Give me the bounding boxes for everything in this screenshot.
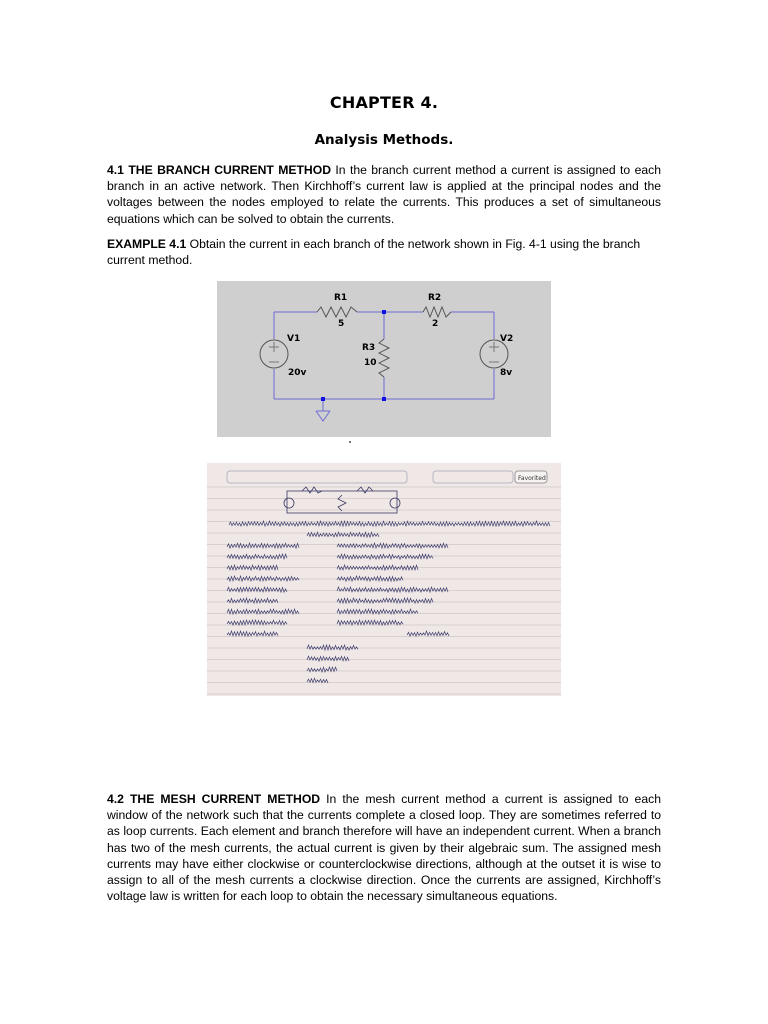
- ground-icon: [316, 411, 330, 421]
- notebook-page: [207, 463, 561, 696]
- voltage-source-v2: [480, 340, 508, 368]
- r1-value-label: 5: [338, 319, 345, 329]
- r3-value-label: 10: [364, 358, 377, 368]
- branch-current-body: In the branch current method a current is assigned to each branch in an active network. Then Kirchhoff’s current law is applied at the principal nodes and the voltages between the nodes employed to relate the currents. This produces a set of simultaneous equations which can be solved to obtain the currents.: [107, 163, 662, 226]
- circuit-diagram: [217, 281, 551, 437]
- chapter-title: CHAPTER 4.: [329, 93, 439, 112]
- mesh-current-body: In the mesh current method a current is assigned to each window of the network such that the currents complete a closed loop. They are sometimes referred to as loop currents. Each element and branch therefore will have an independent current. When a branch has two of the mesh currents, the actual current is given by their algebraic sum. The assigned mesh currents may have either clockwise or counterclockwise directions, although at the outset it is wise to assign to all of the mesh currents a clockwise direction. Once the currents are assigned, Kirchhoff’s voltage law is written for each loop to obtain the necessary simultaneous equations.: [107, 792, 661, 904]
- handwriting-line: [227, 631, 278, 636]
- v1-value-label: 20v: [288, 368, 307, 378]
- stray-dot: [349, 441, 351, 443]
- v2-name-label: V2: [500, 334, 514, 344]
- r2-value-label: 2: [432, 319, 439, 329]
- example-body: Obtain the current in each branch of the network shown in Fig. 4-1 using the branch current method.: [107, 237, 641, 268]
- handwriting-line: [337, 587, 448, 592]
- voltage-source-v1: [260, 340, 288, 368]
- handwriting-line: [227, 554, 287, 559]
- resistor-r2: [423, 307, 451, 317]
- handwriting-line: [307, 656, 349, 661]
- resistor-r1: [317, 307, 357, 317]
- v1-name-label: V1: [287, 334, 301, 344]
- branch-current-paragraph: [107, 162, 661, 227]
- handwriting-line: [337, 620, 403, 625]
- r1-name-label: R1: [334, 293, 348, 303]
- handwriting-line: [407, 631, 449, 636]
- example-paragraph: [107, 236, 661, 268]
- ruled-lines: [207, 487, 561, 694]
- header-search-box: [433, 471, 513, 483]
- mesh-current-paragraph: [107, 791, 661, 904]
- handwriting-line: [337, 554, 433, 559]
- handwritten-solution-photo: [207, 463, 561, 696]
- favorited-label: Favorited: [518, 475, 546, 482]
- v2-value-label: 8v: [500, 368, 513, 378]
- example-heading: EXAMPLE 4.1: [107, 237, 187, 251]
- node-bottom-left: [321, 397, 325, 401]
- node-bottom-mid: [382, 397, 386, 401]
- resistor-r3: [379, 339, 389, 377]
- r3-name-label: R3: [362, 343, 376, 353]
- handwriting-line: [227, 620, 287, 625]
- node-top: [382, 310, 386, 314]
- mesh-current-heading: 4.2 THE MESH CURRENT METHOD: [107, 792, 321, 806]
- header-title-box: [227, 471, 407, 483]
- sketch-circuit: [284, 487, 400, 513]
- section-title: Analysis Methods.: [314, 132, 454, 148]
- handwriting-line: [227, 587, 287, 592]
- handwriting-line: [307, 645, 358, 650]
- handwriting-line: [337, 543, 448, 548]
- branch-current-heading: 4.1 THE BRANCH CURRENT METHOD: [107, 163, 332, 177]
- r2-name-label: R2: [428, 293, 442, 303]
- circuit-wires: [274, 312, 494, 411]
- handwriting-line: [227, 543, 299, 548]
